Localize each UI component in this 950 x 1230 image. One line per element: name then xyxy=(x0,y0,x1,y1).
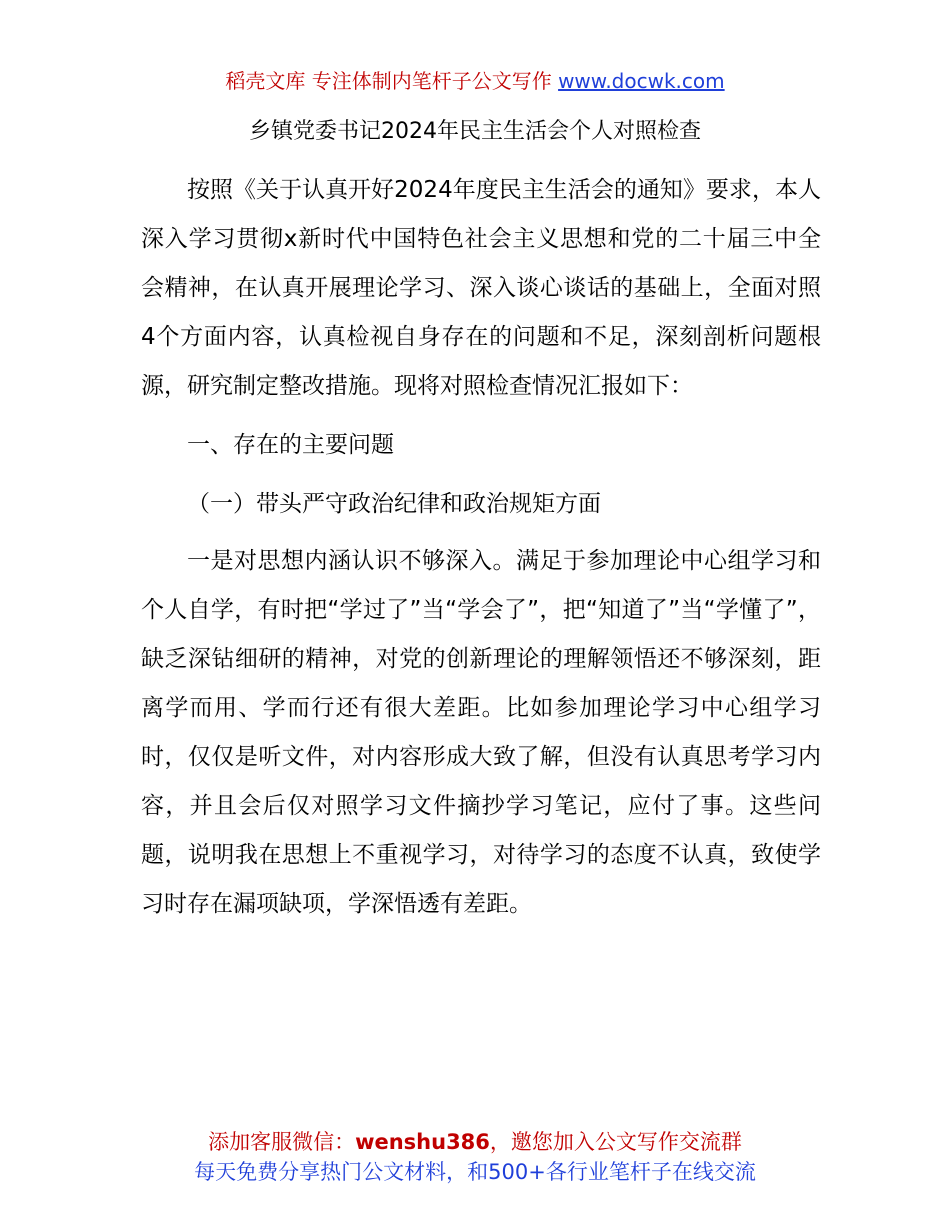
footer-wechat-prefix: 添加客服微信： xyxy=(208,1130,356,1154)
document-title: 乡镇党委书记2024年民主生活会个人对照检查 xyxy=(249,119,701,144)
point-paragraph: 一是对思想内涵认识不够深入。满足于参加理论中心组学习和个人自学，有时把“学过了”当“学会了”，把“知道了”当“学懂了”，缺乏深钻细研的精神，对党的创新理论的理解领悟还不够深刻，距离学而用、学而行还有很大差距。比如参加理论学习中心组学习时，仅仅是听文件，对内容形成大致了解，但没有认真思考学习内容，并且会后仅对照学习文件摘抄学习笔记，应付了事。这些问题，说明我在思想上不重视学习，对待学习的态度不认真，致使学习时存在漏项缺项，学深悟透有差距。 xyxy=(141,548,821,917)
footer-line-2: 每天免费分享热门公文材料，和500+各行业笔杆子在线交流 xyxy=(194,1160,756,1184)
section-heading: 一、存在的主要问题 xyxy=(187,432,394,458)
intro-paragraph: 按照《关于认真开好2024年度民主生活会的通知》要求，本人深入学习贯彻x新时代中国特色社会主义思想和党的二十届三中全会精神，在认真开展理论学习、深入谈心谈话的基础上，全面对照4个方面内容，认真检视自身存在的问题和不足，深刻剖析问题根源，研究制定整改措施。现将对照检查情况汇报如下： xyxy=(141,177,821,399)
footer-wechat-id: wenshu386 xyxy=(355,1130,490,1154)
header-brand-text: 稻壳文库 专注体制内笔杆子公文写作 xyxy=(225,69,552,93)
footer-line-1 xyxy=(0,1127,950,1157)
footer-wechat-suffix: ，邀您加入公文写作交流群 xyxy=(489,1130,742,1154)
document-body xyxy=(141,166,821,929)
subsection-heading: （一）带头严守政治纪律和政治规矩方面 xyxy=(187,491,601,517)
promo-footer xyxy=(0,1127,950,1187)
promo-header xyxy=(0,66,950,96)
header-website-link[interactable]: www.docwk.com xyxy=(558,69,725,93)
